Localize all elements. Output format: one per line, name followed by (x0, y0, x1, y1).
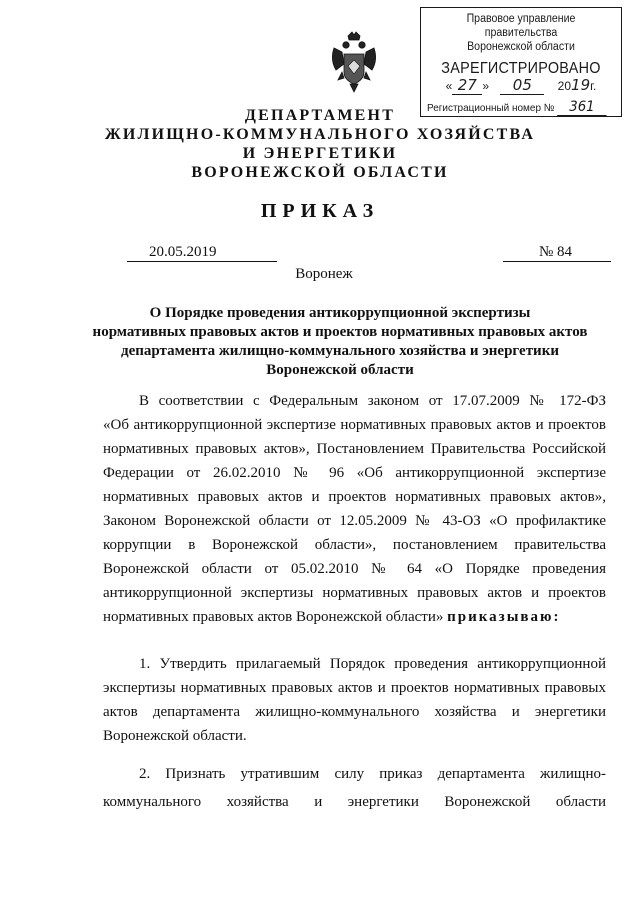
document-type-title: ПРИКАЗ (260, 200, 380, 222)
stamp-org-line1: Правовое управление правительства (466, 13, 576, 39)
header-line2: ЖИЛИЩНО-КОММУНАЛЬНОГО ХОЗЯЙСТВА (104, 126, 536, 143)
stamp-date: « 27 » 05 2019г. (445, 76, 597, 94)
stamp-day: 27 (452, 76, 482, 95)
preamble-line: В соответствии с Федеральным законом от 17.07.2009 № 172-ФЗ (139, 393, 606, 409)
preamble-last-text: нормативных правовых актов Воронежской области» (103, 609, 444, 625)
subject-line: нормативных правовых актов и проектов нормативных правовых актов (92, 324, 588, 340)
stamp-registered: ЗАРЕГИСТРИРОВАНО (441, 60, 601, 77)
preamble-last-line (103, 605, 606, 629)
stamp-year-prefix: 20 (557, 79, 572, 93)
item1-line: 1. Утвердить прилагаемый Порядок проведения антикоррупционной (139, 656, 606, 672)
order-city: Воронеж (295, 266, 353, 282)
preamble-line: нормативных правовых актов», Постановлением Правительства Российской (103, 441, 606, 457)
preamble-line: «Об антикоррупционной экспертизе нормативных правовых актов и проектов (103, 417, 606, 433)
header-line1: ДЕПАРТАМЕНТ (244, 107, 396, 124)
department-header (0, 106, 640, 182)
stamp-reg-number: 361 (557, 99, 606, 116)
order-number: № 84 (503, 244, 611, 262)
preamble-line: нормативных правовых актов и проектов нормативных правовых актов», (103, 489, 606, 505)
stamp-reg-label: Регистрационный номер № (427, 102, 555, 114)
item1-line: экспертизы нормативных правовых актов и проектов нормативных правовых (103, 680, 606, 696)
registration-stamp (420, 7, 622, 117)
subject-line: департамента жилищно-коммунального хозяйства и энергетики (120, 343, 559, 359)
order-item-1 (103, 652, 606, 748)
item2-line: коммунального хозяйства и энергетики Воронежской области (103, 794, 606, 810)
preamble-line: антикоррупционной экспертизы нормативных правовых актов и проектов (103, 585, 606, 601)
preamble-line: Воронежской области от 05.02.2010 № 64 «О Порядке проведения (103, 561, 606, 577)
order-word: приказываю: (447, 609, 561, 625)
order-date: 20.05.2019 (127, 244, 277, 262)
header-line4: ВОРОНЕЖСКОЙ ОБЛАСТИ (191, 164, 449, 181)
stamp-year-suffix: 19 (571, 76, 591, 94)
header-line3: И ЭНЕРГЕТИКИ (242, 145, 398, 162)
order-subject (60, 304, 620, 380)
subject-line: О Порядке проведения антикоррупционной экспертизы (149, 305, 531, 321)
coat-of-arms-emblem (328, 30, 380, 96)
subject-line: Воронежской области (266, 362, 414, 378)
stamp-org-line2: Воронежской области (467, 41, 575, 53)
preamble-paragraph (103, 389, 606, 629)
preamble-line: коррупции в Воронежской области», постановлением правительства (103, 537, 606, 553)
item1-line: актов департамента жилищно-коммунального хозяйства и энергетики (103, 704, 606, 720)
order-item-2 (103, 762, 606, 814)
stamp-year-mark: г. (590, 79, 597, 93)
preamble-line: Федерации от 26.02.2010 № 96 «Об антикоррупционной экспертизе (103, 465, 606, 481)
item2-line: 2. Признать утратившим силу приказ департамента жилищно- (139, 766, 606, 782)
item1-line: Воронежской области. (103, 728, 247, 744)
preamble-line: Законом Воронежской области от 12.05.2009 № 43-ОЗ «О профилактике (103, 513, 606, 529)
stamp-month: 05 (500, 76, 544, 95)
